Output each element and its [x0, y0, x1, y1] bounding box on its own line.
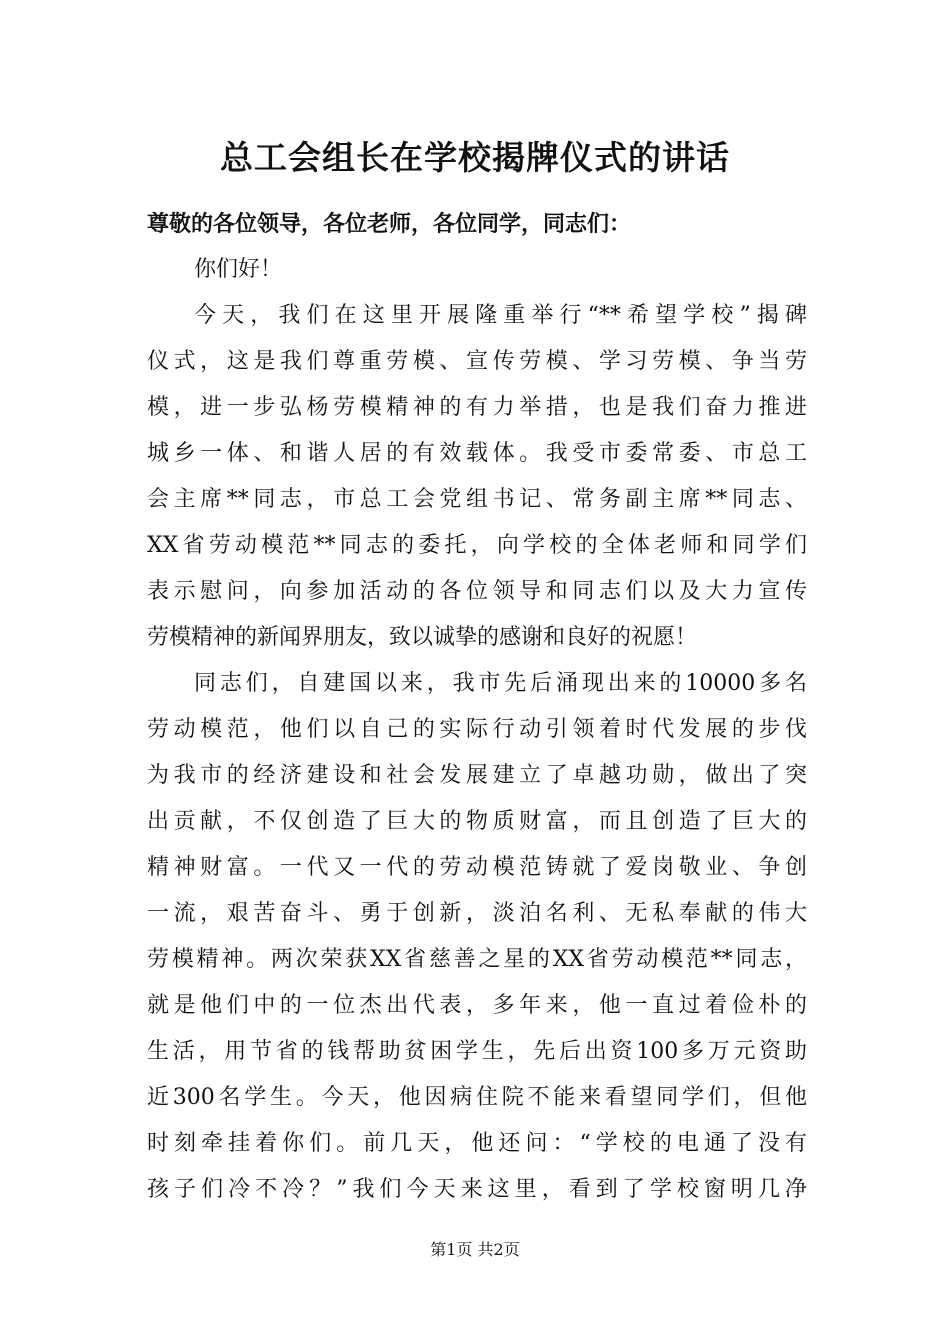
body-line: 孩子们冷不冷？”我们今天来这里，看到了学校窗明几净 [147, 1177, 807, 1202]
body-line: 城乡一体、和谐人居的有效载体。我受市委常委、市总工 [147, 441, 807, 466]
body-line: 会主席**同志，市总工会党组书记、常务副主席**同志、 [147, 487, 807, 512]
body-line: 劳模精神的新闻界朋友，致以诚挚的感谢和良好的祝愿！ [147, 625, 698, 650]
body-line: XX省劳动模范**同志的委托，向学校的全体老师和同学们 [147, 533, 807, 558]
body-line: 精神财富。一代又一代的劳动模范铸就了爱岗敬业、争创 [147, 855, 807, 880]
body-line: 模，进一步弘杨劳模精神的有力举措，也是我们奋力推进 [147, 395, 807, 420]
body-line: 近300名学生。今天，他因病住院不能来看望同学们，但他 [147, 1085, 807, 1110]
body-line: 劳模精神。两次荣获XX省慈善之星的XX省劳动模范**同志， [147, 947, 807, 972]
document-title: 总工会组长在学校揭牌仪式的讲话 [220, 138, 730, 177]
body-line: 仪式，这是我们尊重劳模、宣传劳模、学习劳模、争当劳 [147, 349, 807, 374]
body-line: 你们好！ [194, 257, 283, 282]
body-line: 时刻牵挂着你们。前几天，他还问：“学校的电通了没有 [147, 1131, 807, 1156]
body-line: 为我市的经济建设和社会发展建立了卓越功勋，做出了突 [147, 763, 807, 788]
salutation: 尊敬的各位领导，各位老师，各位同学，同志们： [147, 211, 632, 237]
body-line: 劳动模范，他们以自己的实际行动引领着时代发展的步伐 [147, 717, 807, 742]
body-line: 生活，用节省的钱帮助贫困学生，先后出资100多万元资助 [147, 1039, 807, 1064]
body-line: 出贡献，不仅创造了巨大的物质财富，而且创造了巨大的 [147, 809, 807, 834]
page-number-footer: 第1页 共2页 [430, 1240, 520, 1259]
body-line: 表示慰问，向参加活动的各位领导和同志们以及大力宣传 [147, 579, 807, 604]
body-line: 同志们，自建国以来，我市先后涌现出来的10000多名 [194, 671, 807, 696]
body-line: 今天，我们在这里开展隆重举行“**希望学校”揭碑 [194, 303, 807, 328]
body-line: 就是他们中的一位杰出代表，多年来，他一直过着俭朴的 [147, 993, 807, 1018]
body-line: 一流，艰苦奋斗、勇于创新，淡泊名利、无私奉献的伟大 [147, 901, 807, 926]
